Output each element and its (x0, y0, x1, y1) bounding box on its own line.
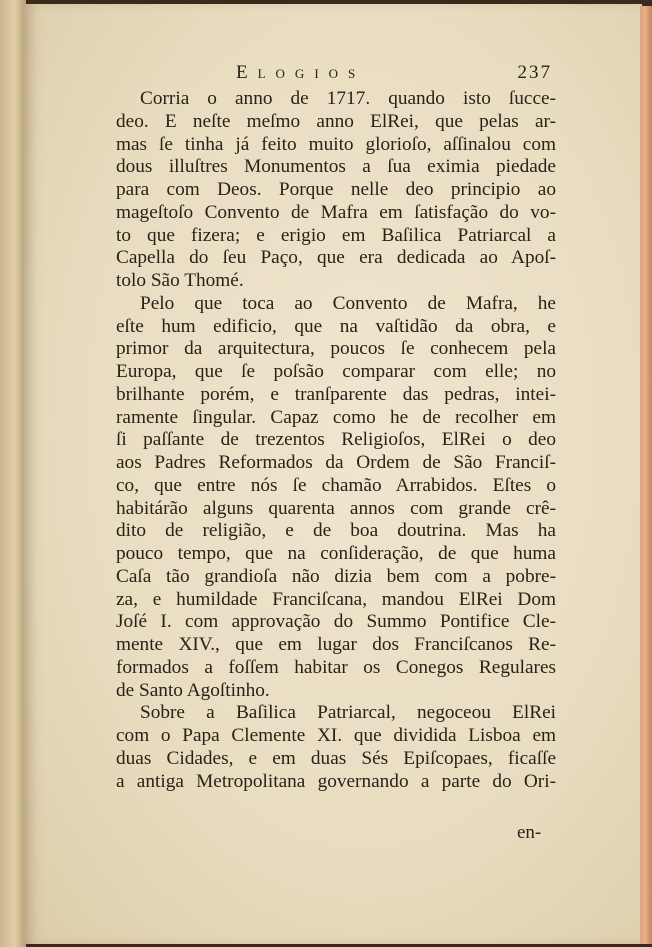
text-line: Joſé I. com approvação do Summo Pontifice Cle- (116, 611, 556, 633)
text-line: para com Deos. Porque nelle deo principio ao (116, 179, 556, 200)
text-line: mageſtoſo Convento de Mafra em ſatisfação do vo- (116, 201, 556, 223)
catchword: en- (517, 822, 542, 843)
text-line: Sobre a Baſilica Patriarcal, negoceou ElRei (140, 702, 556, 724)
text-line: dous illuſtres Monumentos a ſua eximia piedade (116, 156, 556, 178)
text-line: Caſa tão grandioſa não dizia bem com a pobre- (116, 565, 556, 587)
text-line: Europa, que ſe poſsão comparar com elle; no (116, 361, 556, 382)
text-line: habitárão alguns quarenta annos com grande crê- (116, 497, 556, 519)
text-line: formados a foſſem habitar os Conegos Regulares (116, 656, 556, 678)
text-line: to que fizera; e erigio em Baſilica Patriarcal a (116, 224, 556, 246)
text-line: eſte hum edificio, que na vaſtidão da obra, e (116, 315, 556, 337)
facing-page-edge (0, 0, 26, 947)
text-line: com o Papa Clemente XI. que dividida Lisboa em (116, 725, 556, 746)
text-line: ſi paſſante de trezentos Religioſos, ElRei o deo (116, 429, 556, 451)
text-line: za, e humildade Franciſcana, mandou ElRei Dom (116, 588, 556, 610)
running-title: Elogios (236, 62, 366, 83)
text-line: primor da arquitectura, poucos ſe conhecem pela (116, 338, 556, 360)
page-fore-edge (640, 6, 652, 944)
text-line: pouco tempo, que na conſideração, de que huma (116, 543, 556, 564)
text-line: a antiga Metropolitana governando a parte do Ori- (116, 770, 556, 792)
text-line: co, que entre nós ſe chamão Arrabidos. Eſtes o (116, 474, 556, 496)
page-header (114, 62, 552, 88)
text-line: Corria o anno de 1717. quando isto ſucce- (140, 88, 556, 109)
book-page (24, 4, 642, 944)
text-line: brilhante porém, e tranſparente das pedras, intei- (116, 383, 556, 405)
text-line: duas Cidades, e em duas Sés Epiſcopaes, ficaſſe (116, 747, 556, 769)
text-line: aos Padres Reformados da Ordem de São Franciſ- (116, 452, 556, 473)
text-line: dito de religião, e de boa doutrina. Mas ha (116, 520, 556, 542)
text-line: Pelo que toca ao Convento de Mafra, he (140, 292, 556, 314)
body-text (116, 88, 556, 793)
text-line: mente XIV., que em lugar dos Franciſcanos Re- (116, 634, 556, 655)
page-number: 237 (517, 62, 552, 83)
text-line: tolo São Thomé. (116, 270, 244, 291)
text-line: deo. E neſte meſmo anno ElRei, que pelas ar- (116, 110, 556, 132)
text-line: mas ſe tinha já feito muito glorioſo, aſſinalou com (116, 133, 556, 155)
text-line: Capella do ſeu Paço, que era dedicada ao Apoſ- (116, 247, 556, 269)
text-line: ramente ſingular. Capaz como he de recolher em (116, 406, 556, 428)
text-line: de Santo Agoſtinho. (116, 679, 270, 701)
